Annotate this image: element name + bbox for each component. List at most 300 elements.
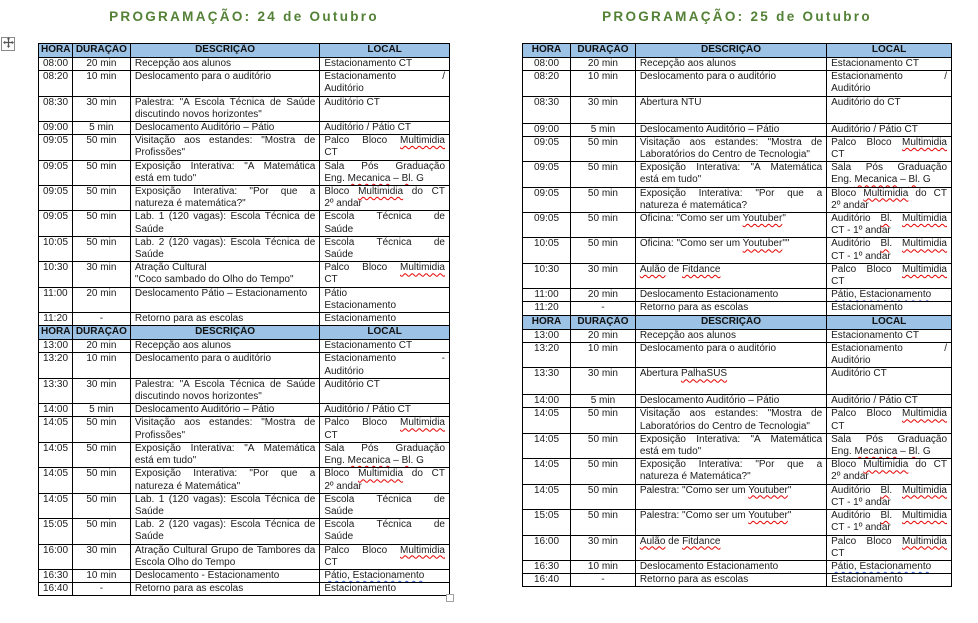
cell-local[interactable] <box>320 404 450 417</box>
cell-hora[interactable]: 10:30 <box>523 263 571 288</box>
text-segment: Saúde <box>134 531 164 543</box>
cell-local[interactable] <box>320 122 450 135</box>
cell-hora[interactable]: 16:40 <box>39 583 73 596</box>
cell-hora[interactable]: 15:05 <box>39 519 73 544</box>
cell-duracao[interactable]: 50 min <box>571 433 636 458</box>
text-segment: Lab. 2 (120 vagas): Escola Técnica de <box>134 236 316 248</box>
column-header-local[interactable]: LOCAL <box>827 315 952 329</box>
cell-descricao[interactable] <box>635 162 826 187</box>
text-line <box>135 198 315 210</box>
cell-hora[interactable]: 09:05 <box>523 213 571 238</box>
cell-descricao[interactable] <box>130 353 319 378</box>
cell-duracao[interactable]: 30 min <box>571 535 636 560</box>
cell-local[interactable] <box>827 213 952 238</box>
text-segment: Exposição Interativa: "Por que a <box>639 459 823 471</box>
cell-hora[interactable]: 13:30 <box>39 378 73 403</box>
text-line <box>831 421 947 433</box>
cell-local[interactable] <box>827 302 952 315</box>
cell-descricao[interactable] <box>635 408 826 433</box>
cell-duracao[interactable]: 50 min <box>72 135 130 160</box>
column-header-hora[interactable]: HORA <box>523 44 571 58</box>
cell-local[interactable] <box>320 135 450 160</box>
text-line <box>324 531 445 543</box>
cell-local[interactable] <box>320 583 450 596</box>
cell-hora[interactable]: 14:00 <box>523 395 571 408</box>
table-resize-handle[interactable] <box>446 594 454 602</box>
cell-hora[interactable]: 11:00 <box>39 287 73 312</box>
column-header-duracao[interactable]: DURAÇÃO <box>571 44 636 58</box>
spellcheck-flagged-text: Youtuber <box>742 238 783 250</box>
cell-local[interactable] <box>320 544 450 569</box>
table-row <box>39 211 450 236</box>
spellcheck-flagged-text: Multimidia <box>863 459 909 471</box>
cell-descricao[interactable] <box>130 122 319 135</box>
cell-duracao[interactable]: 50 min <box>571 136 636 161</box>
text-segment: Estacionamento / <box>831 71 947 83</box>
cell-duracao[interactable]: - <box>72 313 130 326</box>
cell-descricao[interactable] <box>130 468 319 493</box>
cell-local[interactable] <box>827 123 952 136</box>
cell-local[interactable] <box>320 378 450 403</box>
spellcheck-flagged-text: Mecanica <box>347 172 391 184</box>
cell-descricao[interactable] <box>130 160 319 185</box>
column-header-descricao[interactable]: DESCRIÇÃO <box>130 44 319 58</box>
cell-hora[interactable]: 09:00 <box>523 123 571 136</box>
cell-local[interactable] <box>827 408 952 433</box>
cell-hora[interactable]: 08:20 <box>523 71 571 96</box>
spellcheck-flagged-text: Mecanica <box>854 446 898 458</box>
cell-descricao[interactable] <box>635 123 826 136</box>
cell-descricao[interactable] <box>635 213 826 238</box>
cell-local[interactable] <box>827 329 952 342</box>
cell-duracao[interactable]: 50 min <box>72 160 130 185</box>
text-segment: Exposição Interativa: "A Matemática <box>134 160 316 172</box>
text-segment: Recepção aos alunos <box>134 58 232 69</box>
text-line <box>324 557 445 569</box>
text-line <box>324 249 445 261</box>
cell-hora[interactable]: 16:00 <box>523 535 571 560</box>
cell-descricao[interactable] <box>635 329 826 342</box>
cell-duracao[interactable]: 50 min <box>72 236 130 261</box>
cell-hora[interactable]: 13:20 <box>39 353 73 378</box>
cell-hora[interactable]: 14:05 <box>39 493 73 518</box>
cell-local[interactable] <box>827 342 952 367</box>
cell-descricao[interactable] <box>635 58 826 71</box>
cell-duracao[interactable]: 20 min <box>72 58 130 71</box>
cell-duracao[interactable]: 10 min <box>571 342 636 367</box>
cell-local[interactable] <box>827 238 952 263</box>
cell-hora[interactable]: 14:00 <box>39 404 73 417</box>
cell-duracao[interactable]: 30 min <box>72 262 130 287</box>
cell-duracao[interactable]: 5 min <box>72 404 130 417</box>
cell-local[interactable] <box>320 468 450 493</box>
cell-local[interactable] <box>827 58 952 71</box>
cell-hora[interactable]: 09:05 <box>39 186 73 211</box>
cell-descricao[interactable] <box>130 313 319 326</box>
cell-duracao[interactable]: 10 min <box>72 71 130 96</box>
cell-duracao[interactable]: 50 min <box>72 186 130 211</box>
table-row <box>39 442 450 467</box>
text-segment: CT <box>324 274 338 286</box>
cell-local[interactable] <box>320 58 450 71</box>
cell-duracao[interactable]: 20 min <box>72 340 130 353</box>
cell-duracao[interactable]: 5 min <box>72 122 130 135</box>
cell-descricao[interactable] <box>130 71 319 96</box>
header-row <box>523 315 952 329</box>
cell-descricao[interactable] <box>635 263 826 288</box>
text-segment: Palestra: "A Escola Técnica de Saúde <box>134 378 316 390</box>
cell-duracao[interactable]: 30 min <box>72 544 130 569</box>
text-segment: está em tudo" <box>639 446 702 458</box>
column-header-descricao[interactable]: DESCRIÇÃO <box>635 44 826 58</box>
cell-descricao[interactable] <box>635 342 826 367</box>
cell-descricao[interactable] <box>130 378 319 403</box>
cell-duracao[interactable]: 30 min <box>571 96 636 123</box>
text-segment: Estacionamento <box>324 313 397 325</box>
cell-descricao[interactable] <box>635 187 826 212</box>
column-header-local[interactable]: LOCAL <box>320 44 450 58</box>
text-segment: Estacionamento CT <box>831 329 919 341</box>
text-segment: Atração Cultural <box>134 262 207 274</box>
cell-hora[interactable]: 15:05 <box>523 510 571 535</box>
cell-duracao[interactable]: 50 min <box>72 519 130 544</box>
text-line <box>640 58 822 70</box>
cell-hora[interactable]: 14:05 <box>523 459 571 484</box>
cell-duracao[interactable]: 10 min <box>72 569 130 582</box>
table-row <box>523 535 952 560</box>
cell-duracao[interactable]: 50 min <box>571 408 636 433</box>
cell-hora[interactable]: 08:20 <box>39 71 73 96</box>
text-segment: do CT <box>403 186 445 198</box>
cell-duracao[interactable]: 50 min <box>571 162 636 187</box>
cell-hora[interactable]: 08:00 <box>39 58 73 71</box>
cell-descricao[interactable] <box>130 58 319 71</box>
cell-local[interactable] <box>827 162 952 187</box>
cell-local[interactable] <box>827 96 952 123</box>
cell-descricao[interactable] <box>130 519 319 544</box>
text-segment: CT - 1º andar <box>831 496 891 508</box>
cell-local[interactable] <box>320 493 450 518</box>
text-line <box>324 122 445 134</box>
cell-duracao[interactable]: 30 min <box>571 368 636 395</box>
table-row <box>523 484 952 509</box>
text-line <box>324 161 445 173</box>
spellcheck-flagged-text: Mecanica <box>854 174 898 186</box>
column-header-local[interactable]: LOCAL <box>320 326 450 340</box>
column-header-local[interactable]: LOCAL <box>827 44 952 58</box>
spellcheck-flagged-text: Multimidia <box>901 136 947 148</box>
text-line <box>324 83 445 95</box>
text-line <box>831 459 947 471</box>
text-line <box>831 83 947 95</box>
cell-local[interactable] <box>320 353 450 378</box>
cell-duracao[interactable]: 50 min <box>571 459 636 484</box>
cell-descricao[interactable] <box>635 136 826 161</box>
cell-descricao[interactable] <box>635 96 826 123</box>
cell-descricao[interactable] <box>130 442 319 467</box>
text-segment: Deslocamento para o auditório <box>134 353 272 365</box>
cell-duracao[interactable]: 10 min <box>72 353 130 378</box>
cell-local[interactable] <box>827 574 952 587</box>
cell-duracao[interactable]: 30 min <box>72 378 130 403</box>
cell-hora[interactable]: 14:05 <box>39 468 73 493</box>
cell-hora[interactable]: 14:05 <box>523 408 571 433</box>
cell-local[interactable] <box>320 211 450 236</box>
cell-duracao[interactable]: 20 min <box>571 289 636 302</box>
text-segment: Auditório do CT <box>831 96 901 108</box>
table-row <box>39 493 450 518</box>
cell-descricao[interactable] <box>635 238 826 263</box>
page-title-24-outubro[interactable]: PROGRAMAÇÃO: 24 de Outubro <box>109 9 379 24</box>
cell-hora[interactable]: 14:05 <box>523 433 571 458</box>
cell-local[interactable] <box>827 187 952 212</box>
text-segment: . G <box>917 446 931 458</box>
cell-hora[interactable]: 16:00 <box>39 544 73 569</box>
cell-hora[interactable]: 08:30 <box>39 96 73 121</box>
table-row <box>523 368 952 395</box>
cell-hora[interactable]: 11:00 <box>523 289 571 302</box>
cell-duracao[interactable]: 50 min <box>72 468 130 493</box>
cell-local[interactable] <box>320 417 450 442</box>
text-segment: Auditório <box>831 238 881 250</box>
table-row <box>523 213 952 238</box>
text-line <box>640 434 822 446</box>
cell-local[interactable] <box>827 289 952 302</box>
cell-descricao[interactable] <box>635 574 826 587</box>
cell-hora[interactable]: 16:30 <box>39 569 73 582</box>
text-line <box>640 330 822 342</box>
text-line <box>640 485 822 497</box>
cell-duracao[interactable]: - <box>72 583 130 596</box>
cell-descricao[interactable] <box>635 459 826 484</box>
cell-hora[interactable]: 16:30 <box>523 560 571 573</box>
text-segment: CT <box>324 556 338 568</box>
table-move-handle[interactable] <box>1 37 15 51</box>
text-segment: Exposição Interativa: "A Matemática <box>639 433 823 445</box>
cell-duracao[interactable]: 50 min <box>72 442 130 467</box>
cell-duracao[interactable]: 5 min <box>571 395 636 408</box>
text-line <box>324 313 445 325</box>
column-header-descricao[interactable]: DESCRIÇÃO <box>635 315 826 329</box>
cell-local[interactable] <box>320 160 450 185</box>
cell-local[interactable] <box>827 263 952 288</box>
cell-descricao[interactable] <box>635 433 826 458</box>
cell-local[interactable] <box>320 71 450 96</box>
cell-duracao[interactable]: 50 min <box>571 484 636 509</box>
cell-local[interactable] <box>320 519 450 544</box>
spellcheck-flagged-text: PalhaSUS <box>680 368 728 380</box>
text-line <box>831 408 947 420</box>
cell-local[interactable] <box>320 340 450 353</box>
text-segment: 2º andar <box>324 480 362 492</box>
cell-duracao[interactable]: 30 min <box>72 96 130 121</box>
cell-hora[interactable]: 13:20 <box>523 342 571 367</box>
page-title-25-outubro[interactable]: PROGRAMAÇÃO: 25 de Outubro <box>602 9 872 24</box>
text-line <box>640 289 822 301</box>
text-segment: Deslocamento para o auditório <box>639 342 777 354</box>
text-segment: . <box>889 484 902 496</box>
text-line <box>640 162 822 174</box>
cell-descricao[interactable] <box>130 404 319 417</box>
cell-descricao[interactable] <box>635 560 826 573</box>
text-segment: Bloco <box>831 187 864 199</box>
cell-hora[interactable]: 10:05 <box>523 238 571 263</box>
cell-duracao[interactable]: 30 min <box>571 263 636 288</box>
column-header-duracao[interactable]: DURAÇÃO <box>72 326 130 340</box>
cell-local[interactable] <box>827 535 952 560</box>
cell-duracao[interactable]: 20 min <box>571 329 636 342</box>
cell-local[interactable] <box>320 287 450 312</box>
text-line <box>640 174 822 186</box>
cell-hora[interactable]: 11:20 <box>523 302 571 315</box>
text-segment: CT - 1º andar <box>831 250 891 262</box>
cell-duracao[interactable]: 20 min <box>571 58 636 71</box>
cell-descricao[interactable] <box>130 544 319 569</box>
cell-descricao[interactable] <box>130 236 319 261</box>
cell-local[interactable] <box>827 71 952 96</box>
text-line <box>831 71 947 83</box>
cell-hora[interactable]: 16:40 <box>523 574 571 587</box>
cell-local[interactable] <box>320 262 450 287</box>
cell-descricao[interactable] <box>130 583 319 596</box>
column-header-hora[interactable]: HORA <box>39 44 73 58</box>
cell-hora[interactable]: 10:30 <box>39 262 73 287</box>
cell-hora[interactable]: 09:05 <box>523 136 571 161</box>
cell-descricao[interactable] <box>130 211 319 236</box>
cell-hora[interactable]: 10:05 <box>39 236 73 261</box>
cell-duracao[interactable]: 50 min <box>571 238 636 263</box>
cell-local[interactable] <box>827 433 952 458</box>
column-header-hora[interactable]: HORA <box>523 315 571 329</box>
text-line <box>831 149 947 161</box>
text-segment: Abertura NTU <box>639 96 702 108</box>
column-header-hora[interactable]: HORA <box>39 326 73 340</box>
cell-hora[interactable]: 14:05 <box>39 442 73 467</box>
cell-descricao[interactable] <box>130 262 319 287</box>
text-line <box>831 561 947 573</box>
cell-descricao[interactable] <box>130 569 319 582</box>
cell-hora[interactable]: 09:05 <box>39 211 73 236</box>
text-segment: do CT <box>908 187 947 199</box>
text-segment: está em tudo" <box>134 172 197 184</box>
text-segment: Palco Bloco <box>831 263 902 275</box>
column-header-duracao[interactable]: DURAÇÃO <box>571 315 636 329</box>
cell-descricao[interactable] <box>635 510 826 535</box>
text-segment: Estacionamento CT <box>324 340 413 352</box>
cell-descricao[interactable] <box>130 493 319 518</box>
table-row <box>523 123 952 136</box>
cell-hora[interactable]: 14:05 <box>39 417 73 442</box>
cell-local[interactable] <box>320 442 450 467</box>
column-header-descricao[interactable]: DESCRIÇÃO <box>130 326 319 340</box>
cell-hora[interactable]: 13:00 <box>39 340 73 353</box>
cell-duracao[interactable]: 20 min <box>72 287 130 312</box>
cell-local[interactable] <box>320 569 450 582</box>
cell-hora[interactable]: 09:05 <box>39 160 73 185</box>
cell-descricao[interactable] <box>130 417 319 442</box>
cell-hora[interactable]: 09:00 <box>39 122 73 135</box>
cell-local[interactable] <box>827 136 952 161</box>
cell-duracao[interactable]: 50 min <box>72 211 130 236</box>
text-segment: Palestra: "A Escola Técnica de Saúde <box>134 96 316 108</box>
text-line <box>640 459 822 471</box>
cell-descricao[interactable] <box>635 535 826 560</box>
cell-local[interactable] <box>320 236 450 261</box>
cell-local[interactable] <box>320 313 450 326</box>
cell-hora[interactable]: 11:20 <box>39 313 73 326</box>
cell-descricao[interactable] <box>130 340 319 353</box>
text-segment: CT <box>324 147 338 159</box>
text-line <box>135 97 315 109</box>
cell-duracao[interactable]: 50 min <box>571 213 636 238</box>
cell-hora[interactable]: 08:30 <box>523 96 571 123</box>
cell-duracao[interactable]: 5 min <box>571 123 636 136</box>
text-segment: Deslocamento para o auditório <box>639 71 777 83</box>
cell-local[interactable] <box>827 484 952 509</box>
text-line <box>831 395 947 407</box>
spellcheck-flagged-text: Multimidia <box>399 262 445 274</box>
text-segment: de <box>665 535 683 547</box>
cell-local[interactable] <box>827 510 952 535</box>
cell-hora[interactable]: 08:00 <box>523 58 571 71</box>
cell-duracao[interactable]: 50 min <box>72 417 130 442</box>
cell-local[interactable] <box>827 395 952 408</box>
cell-descricao[interactable] <box>130 287 319 312</box>
cell-hora[interactable]: 09:05 <box>523 187 571 212</box>
text-line <box>324 583 445 595</box>
cell-descricao[interactable] <box>635 368 826 395</box>
cell-duracao[interactable]: 50 min <box>571 510 636 535</box>
text-segment: Saúde <box>134 505 164 517</box>
cell-hora[interactable]: 13:00 <box>523 329 571 342</box>
cell-duracao[interactable]: - <box>571 574 636 587</box>
cell-descricao[interactable] <box>635 484 826 509</box>
cell-descricao[interactable] <box>635 71 826 96</box>
table-row <box>523 136 952 161</box>
cell-hora[interactable]: 13:30 <box>523 368 571 395</box>
text-line <box>831 471 947 483</box>
text-segment: Auditório / Pátio CT <box>324 404 412 416</box>
cell-hora[interactable]: 09:05 <box>523 162 571 187</box>
cell-duracao[interactable]: 10 min <box>571 71 636 96</box>
column-header-duracao[interactable]: DURAÇÃO <box>72 44 130 58</box>
cell-descricao[interactable] <box>635 289 826 302</box>
cell-hora[interactable]: 14:05 <box>523 484 571 509</box>
cell-descricao[interactable] <box>130 186 319 211</box>
cell-duracao[interactable]: - <box>571 302 636 315</box>
cell-local[interactable] <box>827 459 952 484</box>
spellcheck-flagged-text: Bl <box>908 446 918 458</box>
cell-duracao[interactable]: 50 min <box>72 493 130 518</box>
text-line <box>324 455 445 467</box>
cell-descricao[interactable] <box>635 395 826 408</box>
spellcheck-flagged-text: Aulão <box>639 263 666 275</box>
cell-descricao[interactable] <box>130 135 319 160</box>
table-row <box>523 263 952 288</box>
cell-duracao[interactable]: 10 min <box>571 560 636 573</box>
cell-local[interactable] <box>827 368 952 395</box>
cell-local[interactable] <box>320 96 450 121</box>
table-row <box>39 186 450 211</box>
cell-descricao[interactable] <box>130 96 319 121</box>
cell-hora[interactable]: 09:05 <box>39 135 73 160</box>
cell-local[interactable] <box>827 560 952 573</box>
text-line <box>135 186 315 198</box>
cell-duracao[interactable]: 50 min <box>571 187 636 212</box>
cell-local[interactable] <box>320 186 450 211</box>
text-line <box>135 519 315 531</box>
cell-descricao[interactable] <box>635 302 826 315</box>
